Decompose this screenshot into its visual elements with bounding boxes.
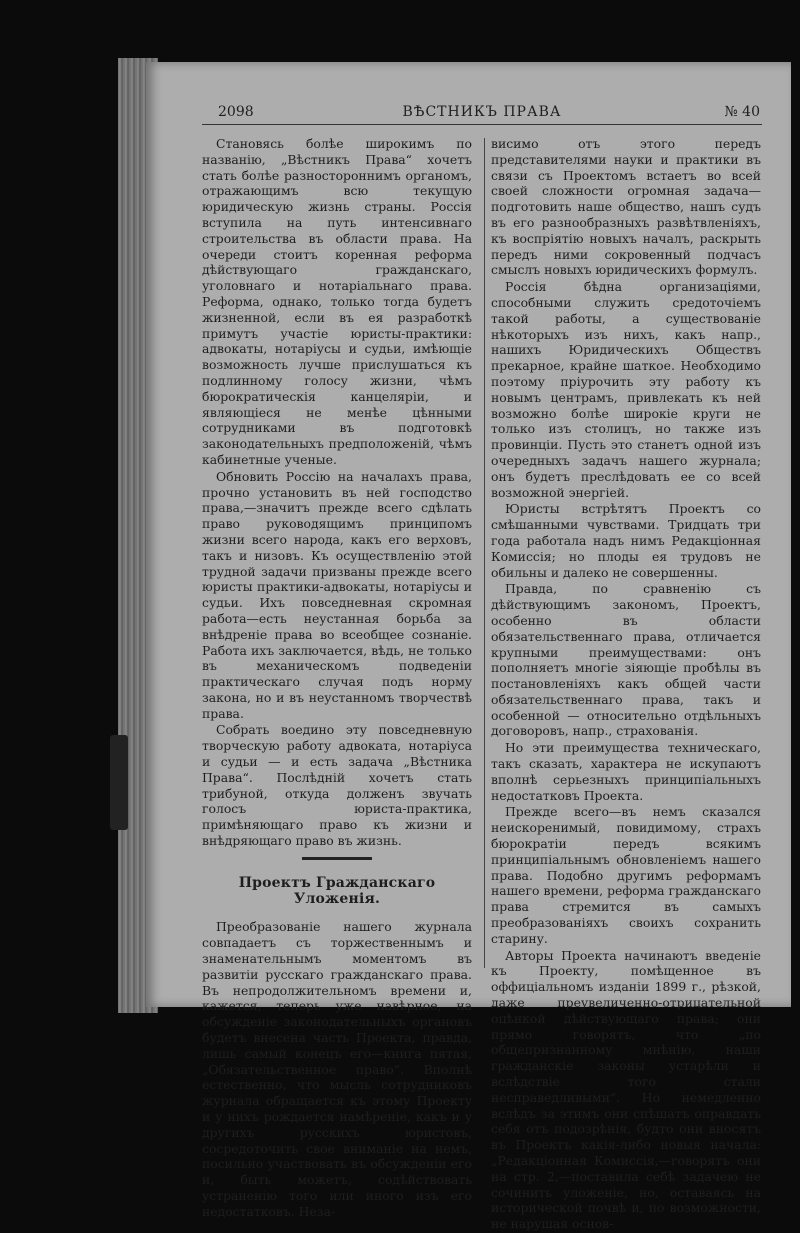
section-title: Проектъ Гражданскаго Уложенія. xyxy=(238,874,436,907)
issue-number: № 40 xyxy=(724,104,760,120)
page-header xyxy=(202,102,762,125)
binding-tab xyxy=(110,735,128,830)
paragraph: Прежде всего—въ немъ сказался неискоренимый, повидимому, страхъ бюрократіи передъ всякимъ принципіальнымъ обновленіемъ нашего права. Подобно другимъ реформамъ нашего времени, реформа гражданскаго права стремится въ самыхъ преобразованіяхъ своихъ сохранить старину. xyxy=(491,804,761,946)
paragraph: Авторы Проекта начинаютъ введеніе къ Проекту, помѣщенное въ оффиціальномъ изданіи 1899 г., рѣзкой, даже преувеличенно-отрицательной оцѣнкой дѣйствующаго права; они прямо говорятъ, что „по общепризнанному мнѣнію, наши гражданскіе законы устарѣли и вслѣдствіе того стали несправедливыми“. Но немедленно вслѣдъ за этимъ они спѣшатъ оправдать себя отъ подозрѣнія, будто они вносятъ въ Проектъ какія-либо новыя начала: „Редакціонная Комиссія,—говорятъ они на стр. 2,—поставила себѣ задачею не сочинить уложеніе, но, оставаясь на исторической почвѣ и, по возможности, не нарушая основ- xyxy=(491,947,761,1232)
paragraph: Преобразованіе нашего журнала совпадаетъ съ торжественнымъ и знаменательнымъ моментомъ въ развитіи русскаго гражданскаго права. Въ непродолжительномъ времени и, кажется, теперь уже навѣрное, на обсужденіе законодательныхъ органовъ будетъ внесена часть Проекта, правда, лишь самый конецъ его—книга пятая, „Обязательственное право“. Вполнѣ естественно, что мысль сотрудниковъ журнала обращается къ этому Проекту и у нихъ рождается намѣреніе, какъ и у другихъ русскихъ юристовъ, сосредоточить свое вниманіе на немъ, посильно участвовать въ обсужденіи его и, быть можетъ, содѣйствовать устраненію того или иного изъ его недостатковъ. Неза- xyxy=(202,919,472,1219)
column-divider xyxy=(484,138,485,968)
paragraph: Становясь болѣе широкимъ по названію, „Вѣстникъ Права“ хочетъ стать болѣе разностороннимъ органомъ, отражающимъ всю текущую юридическую жизнь страны. Россія вступила на путь интенсивнаго строительства въ области права. На очереди стоитъ коренная реформа дѣйствующаго гражданскаго, уголовнаго и нотаріальнаго права. Реформа, однако, только тогда будетъ жизненной, если въ ея разработкѣ примутъ участіе юристы-практики: адвокаты, нотаріусы и судьи, имѣющіе возможность лучше прислушаться къ подлинному голосу жизни, чѣмъ бюрократическія канцеляріи, и являющіеся не менѣе цѣнными сотрудниками въ подготовкѣ законодательныхъ предположеній, чѣмъ кабинетные ученые. xyxy=(202,136,472,467)
paragraph: висимо отъ этого передъ представителями науки и практики въ связи съ Проектомъ встаетъ во всей своей сложности огромная задача—подготовить наше общество, нашъ судъ въ его разнообразныхъ развѣтвленіяхъ, къ воспріятію новыхъ началъ, раскрыть передъ ними сокровенный подчасъ смыслъ новыхъ юридическихъ формулъ. xyxy=(491,136,761,278)
left-column xyxy=(202,136,472,1221)
paragraph: Правда, по сравненію съ дѣйствующимъ закономъ, Проектъ, особенно въ области обязательственнаго права, отличается крупными преимуществами: онъ пополняетъ многіе зіяющіе пробѣлы въ постановленіяхъ какъ общей части обязательственнаго права, такъ и особенной — относительно отдѣльныхъ договоровъ, напр., страхованія. xyxy=(491,581,761,739)
paragraph: Юристы встрѣтятъ Проектъ со смѣшанными чувствами. Тридцать три года работала надъ нимъ Редакціонная Комиссія; но плоды ея трудовъ не обильны и далеко не совершенны. xyxy=(491,501,761,580)
page-number: 2098 xyxy=(218,104,254,120)
journal-page xyxy=(146,62,791,1232)
journal-title: ВѢСТНИКЪ ПРАВА xyxy=(402,104,562,120)
section-separator xyxy=(302,857,372,860)
right-column xyxy=(491,136,761,1233)
paragraph: Собрать воедино эту повседневную творческую работу адвоката, нотаріуса и судьи — и есть задача „Вѣстника Права“. Послѣдній хочетъ стать трибуной, откуда долженъ звучать голосъ юриста-практика, примѣняющаго право къ жизни и внѣдряющаго право въ жизнь. xyxy=(202,722,472,849)
paragraph: Но эти преимущества техническаго, такъ сказать, характера не искупаютъ вполнѣ серьезныхъ принципіальныхъ недостатковъ Проекта. xyxy=(491,740,761,803)
paragraph: Россія бѣдна организаціями, способными служить средоточіемъ такой работы, а существованіе нѣкоторыхъ изъ нихъ, какъ напр., нашихъ Юридическихъ Обществъ прекарное, крайне шаткое. Необходимо поэтому пріурочить эту работу къ новымъ центрамъ, привлекать къ ней возможно болѣе широкіе круги не только изъ столицъ, но также изъ провинціи. Пусть это станетъ одной изъ очередныхъ задачъ нашего журнала; онъ будетъ преслѣдовать ее со всей возможной энергіей. xyxy=(491,279,761,500)
paragraph: Обновить Россію на началахъ права, прочно установить въ ней господство права,—значитъ прежде всего сдѣлать право руководящимъ принципомъ жизни всего народа, какъ его верховъ, такъ и низовъ. Къ осуществленію этой трудной задачи призваны прежде всего юристы практики-адвокаты, нотаріусы и судьи. Ихъ повседневная скромная работа—есть неустанная борьба за внѣдреніе права во всеобщее сознаніе. Работа ихъ заключается, вѣдь, не только въ механическомъ подведеніи практическаго случая подъ норму закона, но и въ неустанномъ творчествѣ права. xyxy=(202,468,472,721)
